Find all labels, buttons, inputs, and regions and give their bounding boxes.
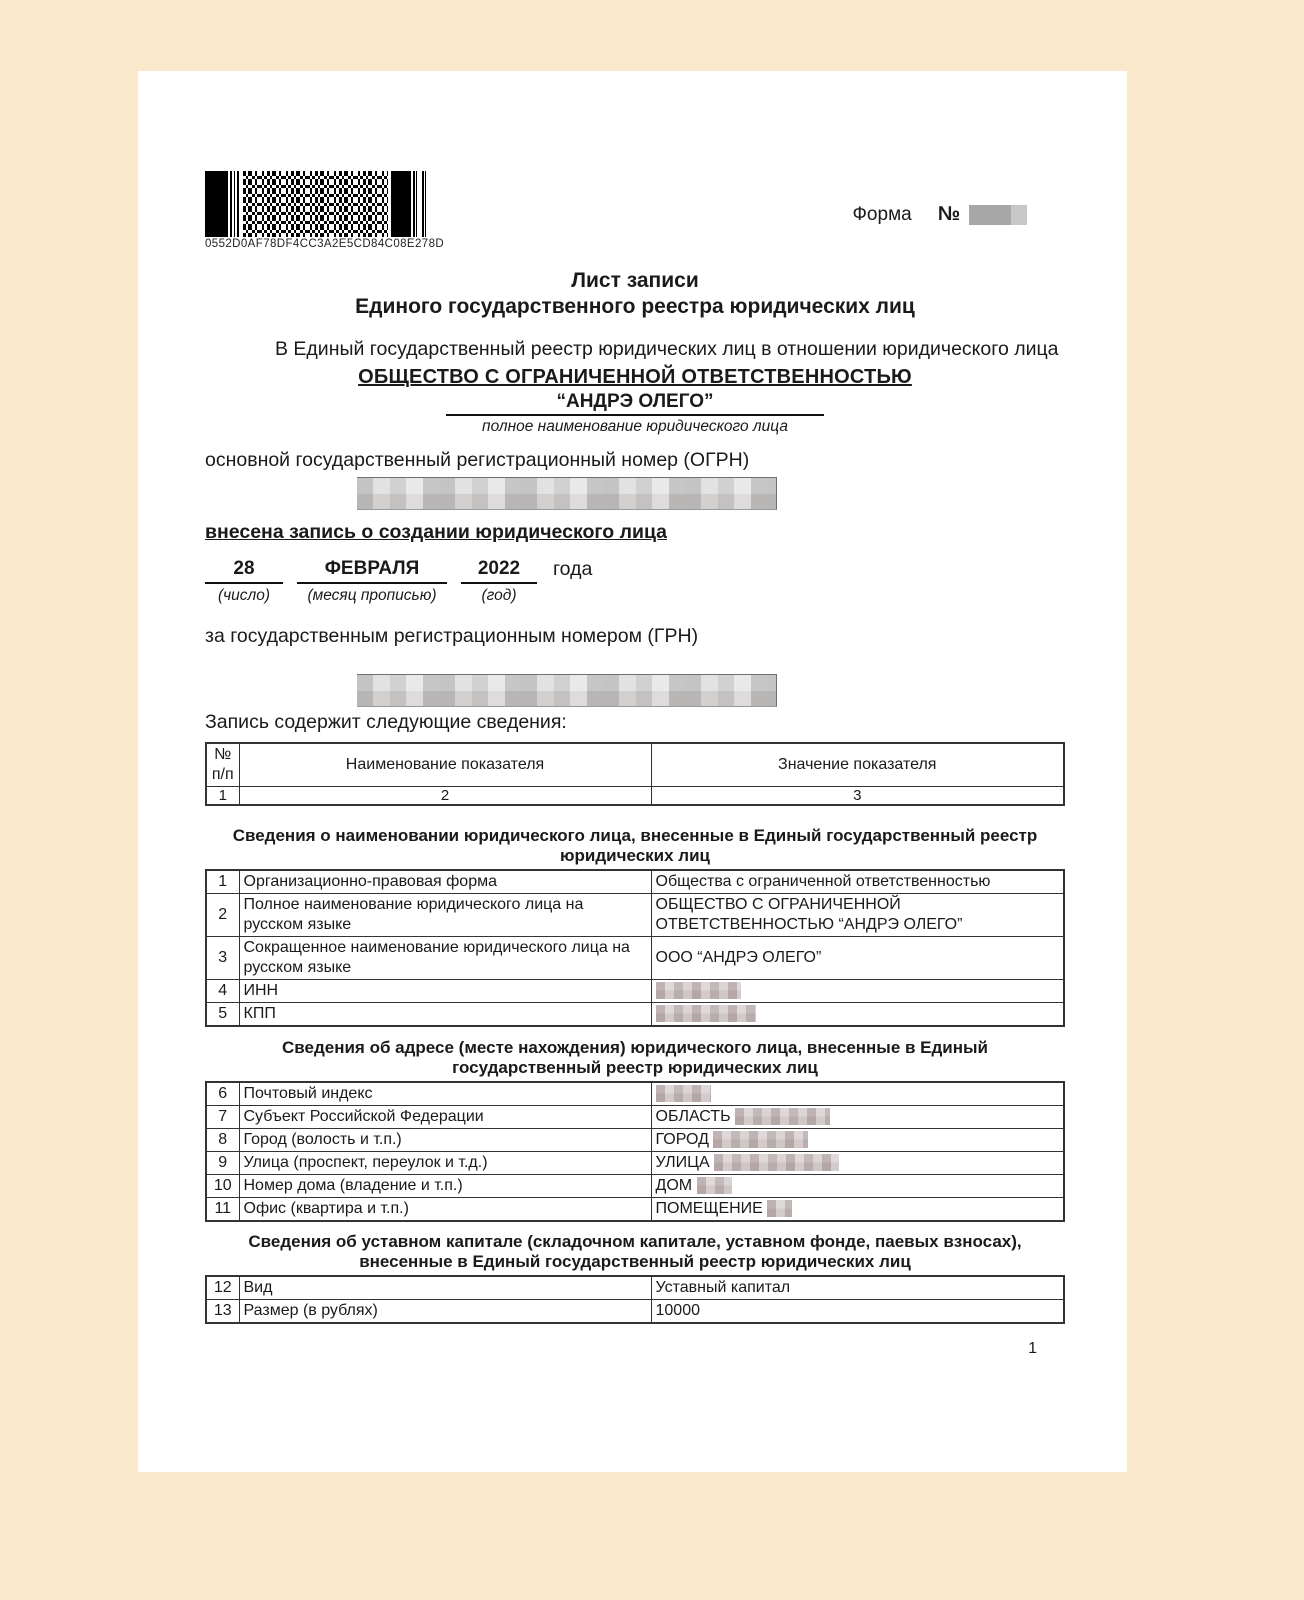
row-name: Офис (квартира и т.п.): [239, 1198, 651, 1222]
row-num: 7: [206, 1106, 239, 1129]
header-value-cell: Значение показателя: [651, 743, 1064, 787]
row-name: Город (волость и т.п.): [239, 1129, 651, 1152]
barcode-left-bar: [205, 171, 228, 237]
header-name-cell: Наименование показателя: [239, 743, 651, 787]
capital-info-table: [205, 1275, 1065, 1324]
row-name: Полное наименование юридического лица на русском языке: [239, 894, 651, 937]
row-name: Вид: [239, 1276, 651, 1300]
header-num-line1: №: [214, 746, 232, 763]
row-num: 10: [206, 1175, 239, 1198]
redacted-region-name: [735, 1108, 830, 1125]
header-num-line2: п/п: [211, 766, 234, 783]
row-num: 13: [206, 1300, 239, 1324]
redacted-form-number: [969, 205, 1027, 225]
row-value: [651, 1152, 1064, 1175]
table-row: [206, 1276, 1064, 1300]
row-name: Почтовый индекс: [239, 1082, 651, 1106]
table-row: [206, 1129, 1064, 1152]
row-name: Улица (проспект, переулок и т.д.): [239, 1152, 651, 1175]
grn-label: за государственным регистрационным номером (ГРН): [205, 625, 699, 647]
date-month-value: ФЕВРАЛЯ: [297, 557, 447, 584]
row-value: [651, 980, 1064, 1003]
date-day-caption: (число): [217, 587, 271, 604]
date-day-value: 28: [205, 557, 283, 584]
row-value: Общества с ограниченной ответственностью: [651, 870, 1064, 894]
row-value: Уставный капитал: [651, 1276, 1064, 1300]
table-row: [206, 870, 1064, 894]
date-year-value: 2022: [461, 557, 537, 584]
row-name: Размер (в рублях): [239, 1300, 651, 1324]
barcode-right-stripes: [411, 171, 427, 237]
table-row: [206, 1300, 1064, 1324]
date-month-caption: (месяц прописью): [307, 587, 437, 604]
value-prefix: ГОРОД: [655, 1131, 709, 1148]
table-row: [206, 1003, 1064, 1027]
value-prefix: ПОМЕЩЕНИЕ: [655, 1200, 763, 1217]
redacted-ogrn-number: [357, 477, 777, 510]
row-value: [651, 1003, 1064, 1027]
row-num: 4: [206, 980, 239, 1003]
row-value: [651, 1129, 1064, 1152]
row-num: 3: [206, 937, 239, 980]
row-num: 12: [206, 1276, 239, 1300]
row-name: Сокращенное наименование юридического лица на русском языке: [239, 937, 651, 980]
row-name: Номер дома (владение и т.п.): [239, 1175, 651, 1198]
barcode-left-stripes: [228, 171, 239, 237]
row-value: ООО “АНДРЭ ОЛЕГО”: [651, 937, 1064, 980]
row-num: 5: [206, 1003, 239, 1027]
row-num: 11: [206, 1198, 239, 1222]
value-prefix: ОБЛАСТЬ: [655, 1108, 731, 1125]
address-info-table: [205, 1081, 1065, 1222]
column-number-2: 2: [239, 787, 651, 806]
company-name-caption: полное наименование юридического лица: [482, 418, 788, 435]
document-title: [205, 268, 1065, 320]
section-heading-capital-info: Сведения об уставном капитале (складочном капитале, уставном фонде, паевых взносах), внесенные в Единый государственный реестр юридических лиц: [248, 1232, 1022, 1271]
redacted-postal-code: [656, 1085, 711, 1102]
table-header-row: [206, 743, 1064, 787]
row-num: 6: [206, 1082, 239, 1106]
redacted-street-name: [714, 1154, 839, 1171]
intro-paragraph: В Единый государственный реестр юридических лиц в отношении юридического лица: [275, 338, 1059, 360]
row-num: 9: [206, 1152, 239, 1175]
name-info-table: [205, 869, 1065, 1027]
table-row: [206, 937, 1064, 980]
barcode-data-region: [243, 171, 388, 237]
table-row: [206, 980, 1064, 1003]
row-name: Организационно-правовая форма: [239, 870, 651, 894]
table-row: [206, 1152, 1064, 1175]
date-year-field: [461, 557, 537, 605]
form-number-sign: №: [937, 203, 960, 225]
table-row: [206, 1082, 1064, 1106]
header-num-cell: [206, 743, 239, 787]
barcode-block: [205, 171, 445, 250]
date-month-field: [297, 557, 447, 605]
row-name: Субъект Российской Федерации: [239, 1106, 651, 1129]
company-name-line2: “АНДРЭ ОЛЕГО”: [446, 390, 823, 416]
table-row: [206, 1175, 1064, 1198]
date-year-caption: (год): [481, 587, 517, 604]
redacted-office-number: [767, 1200, 792, 1217]
redacted-inn-value: [656, 982, 741, 999]
company-name-block: [205, 365, 1065, 436]
barcode-right-bar: [391, 171, 411, 237]
column-number-3: 3: [651, 787, 1064, 806]
form-label: Форма: [852, 203, 912, 225]
document-page: [138, 71, 1127, 1472]
date-suffix: года: [553, 558, 593, 580]
column-numbers-row: [206, 787, 1064, 806]
redacted-city-name: [713, 1131, 808, 1148]
column-number-1: 1: [206, 787, 239, 806]
columns-header-table: [205, 742, 1065, 806]
pdf417-barcode-icon: [205, 171, 427, 237]
title-line2: Единого государственного реестра юридических лиц: [355, 295, 915, 318]
barcode-code-text: 0552D0AF78DF4CC3A2E5CD84C08E278D: [205, 238, 445, 250]
table-row: [206, 894, 1064, 937]
company-name-line1: ОБЩЕСТВО С ОГРАНИЧЕННОЙ ОТВЕТСТВЕННОСТЬЮ: [358, 366, 912, 388]
form-number-line: [852, 203, 1027, 226]
section-heading-name-info: Сведения о наименовании юридического лица, внесенные в Единый государственный реестр юридических лиц: [232, 826, 1038, 865]
table-row: [206, 1106, 1064, 1129]
row-num: 2: [206, 894, 239, 937]
title-line1: Лист записи: [571, 269, 699, 292]
record-created-heading: внесена запись о создании юридического лица: [205, 521, 668, 543]
section-heading-address-info: Сведения об адресе (месте нахождения) юридического лица, внесенные в Единый государственный реестр юридических лиц: [282, 1038, 988, 1077]
redacted-kpp-value: [656, 1005, 756, 1022]
row-value: [651, 1082, 1064, 1106]
registration-date: [205, 557, 1065, 605]
document-header: [205, 171, 1065, 250]
row-value: ОБЩЕСТВО С ОГРАНИЧЕННОЙ ОТВЕТСТВЕННОСТЬЮ “АНДРЭ ОЛЕГО”: [651, 894, 1064, 937]
page-number: 1: [1028, 1340, 1037, 1357]
row-name: ИНН: [239, 980, 651, 1003]
table-row: [206, 1198, 1064, 1222]
row-num: 1: [206, 870, 239, 894]
date-day-field: [205, 557, 283, 605]
row-value: 10000: [651, 1300, 1064, 1324]
row-value: [651, 1175, 1064, 1198]
record-contains-label: Запись содержит следующие сведения:: [205, 711, 567, 733]
row-value: [651, 1198, 1064, 1222]
ogrn-label: основной государственный регистрационный номер (ОГРН): [205, 449, 750, 471]
row-name: КПП: [239, 1003, 651, 1027]
row-num: 8: [206, 1129, 239, 1152]
redacted-grn-number: [357, 674, 777, 707]
redacted-house-number: [697, 1177, 732, 1194]
row-value: [651, 1106, 1064, 1129]
value-prefix: ДОМ: [655, 1177, 693, 1194]
value-prefix: УЛИЦА: [655, 1154, 710, 1171]
